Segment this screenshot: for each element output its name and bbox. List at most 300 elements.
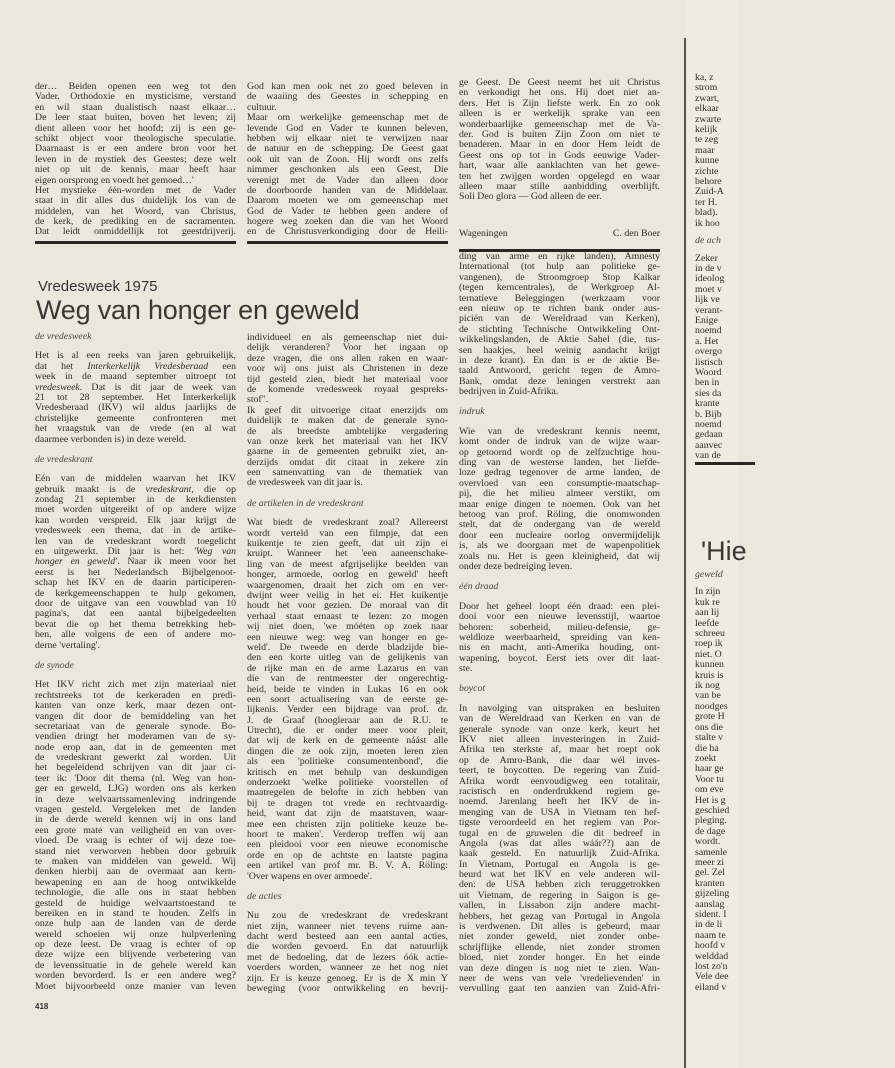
- text-line: kunnen: [695, 659, 724, 671]
- section-heading: [459, 407, 660, 417]
- text-line: vangenen), de Stroomgroep Stop Kalkar: [459, 271, 660, 283]
- text-line: Het is al een reeks van jaren gebruikelijk,: [35, 350, 236, 362]
- text-line: tijd gesteld zien, biedt het materiaal voor: [247, 373, 448, 385]
- text-line: tugal en de gruwelen die dit bedreef in: [459, 827, 660, 839]
- text-line: niet. O: [695, 648, 722, 660]
- text-line: de artikelen in de vredeskrant: [247, 497, 364, 509]
- text-line: Het IKV richt zich met zijn materiaal niet: [35, 679, 236, 691]
- text-line: kruipt. Wanneer het 'een aaneenschake-: [247, 548, 448, 560]
- text-line: de als breedste ambtelijke vergadering: [247, 425, 448, 437]
- text-line: In navolging van uitspraken en besluiten: [459, 702, 660, 714]
- text-line: nimmer geschonken als een Geest, Die: [247, 164, 448, 176]
- text-line: ter H.: [695, 196, 718, 208]
- text-line: zoekt: [695, 752, 717, 764]
- text-line: hogere weg zoeken dan die van het Woord: [247, 216, 448, 228]
- text-line: komt onder de indruk van de wijze waar-: [459, 436, 660, 448]
- text-line: Afrika ten sterkste af, maar het roept ook: [459, 744, 660, 756]
- text-line: nis en macht, anti-Amerika houding, ont-: [459, 642, 660, 654]
- emphasis-text: honger en geweld': [35, 556, 118, 568]
- text-line: om eve: [695, 784, 724, 796]
- right-section-heading: de ach: [695, 235, 721, 247]
- section-heading: [247, 892, 448, 902]
- text-line: vendien dringt het moderamen van de sy-: [35, 731, 236, 743]
- text-line: bewapening en aan de hoog ontwikkelde: [35, 876, 236, 888]
- text-line: alleen maar stille aanbidding overblijft.: [459, 180, 660, 192]
- page-number: 418: [35, 1002, 49, 1011]
- section-heading: [459, 582, 660, 592]
- text-line: J. de Graaf (hoogleraar aan de R.U. te: [247, 714, 448, 726]
- text-line: de kerkgemeenschappen te hulp gekomen,: [35, 587, 236, 599]
- text-line: Vredesberaad (IKV) wil aldus jaarlijks de: [35, 402, 236, 414]
- paragraph: [459, 704, 660, 995]
- text-line: haar ge: [695, 763, 724, 775]
- text-line: schreeu: [695, 628, 725, 640]
- text-line: moet worden uitgereikt of op andere wijze: [35, 504, 236, 516]
- paragraph: [35, 82, 236, 186]
- text-line: dwijnt weer veilig in het ei. Het kuikentje: [247, 589, 448, 601]
- text-line: christelijke gemeente confronteren met: [35, 412, 236, 424]
- text-line: van de Wereldraad van Kerken en van de: [459, 713, 660, 725]
- text-line: geschied: [695, 804, 730, 816]
- text-line: kunne: [695, 155, 719, 167]
- text-line: Utrecht), die er onder meer voor pleit,: [247, 725, 448, 737]
- text-line: tigste veroordeeld en het regiem van Por-: [459, 817, 660, 829]
- text-line: zondag 21 september in de kerkdiensten: [35, 494, 236, 506]
- text-line: daarmee verbonden is) in deze wereld.: [35, 433, 187, 445]
- text-line: ben, alle volgens de een of andere mo-: [35, 629, 236, 641]
- text-run: en uitgewerkt. Dit jaar is het:: [35, 546, 194, 558]
- text-line: Woord: [695, 366, 722, 378]
- text-line: verant-: [695, 304, 723, 316]
- text-line: is, als we doorgaan met de wapenpolitiek: [459, 540, 660, 552]
- text-line: één draad: [459, 581, 499, 593]
- text-line: kranten: [695, 877, 725, 889]
- text-line: Moet bijvoorbeeld onze manier van leven: [35, 980, 236, 992]
- text-line: gel. Zel: [695, 867, 725, 879]
- text-line: van deze dingen is nog niet te zien. Wan-: [459, 962, 660, 974]
- text-line: lost zo'n: [695, 961, 728, 973]
- text-line: week in de maand september uitroept tot: [35, 371, 236, 383]
- text-line: verhaal staat ernaast te lezen: zo mogen: [247, 610, 448, 622]
- text-line: kaak gesteld. En natuurlijk Zuid-Afrika.: [459, 848, 660, 860]
- text-line: derne 'vertaling'.: [35, 639, 101, 651]
- text-line: Vader. Orthodoxie en mysticisme, verstand: [35, 91, 236, 103]
- text-line: op deze leest. De vraag is echter of op: [35, 939, 236, 951]
- text-line: node erop aan, dat in de gemeenten met: [35, 741, 236, 753]
- text-line: middelen, van het Woord, van Christus,: [35, 205, 236, 217]
- text-line: de vredesweek van dit jaar is.: [247, 477, 363, 489]
- text-line: gedaan: [695, 429, 723, 441]
- text-line: Vele dee: [695, 971, 729, 983]
- text-line: niet zonder geweld, niet zonder onbe-: [459, 931, 660, 943]
- text-line: hebbers, het gezag van Portugal in Angola: [459, 910, 660, 922]
- text-line: In Vietnam, Portugal en Angola is ge-: [459, 858, 660, 870]
- text-line: ling van de meest afgrijselijke beelden van: [247, 558, 448, 570]
- text-line: de vredesweek: [35, 331, 92, 342]
- text-line: sident. I: [695, 909, 727, 920]
- text-line: sen haakjes, heel weinig aandacht krijgt: [459, 344, 660, 356]
- text-run: . Dat is dit jaar de week van: [79, 381, 236, 393]
- text-line: worden bevorderd. Is er een andere weg?: [35, 970, 236, 982]
- text-line: aanslag: [695, 898, 725, 910]
- text-line: vallen, in Lissabon zijn andere macht-: [459, 900, 660, 912]
- text-line: hart, waar alle aanklachten van het gewe-: [459, 160, 660, 172]
- right-mid-lines: [695, 254, 895, 462]
- text-line: vloed. De vraag is echter of wij deze toe-: [35, 835, 236, 847]
- text-line: noemd: [695, 419, 722, 430]
- text-line: het begeleidend schrijven van dit jaar ci-: [35, 762, 236, 774]
- text-line: grote H: [695, 711, 725, 723]
- text-line: zwarte: [695, 113, 722, 125]
- text-line: (tegen kerncentrales), de Werkgroep Al-: [459, 282, 660, 294]
- text-line: dat wij de kerk en de gemeente náást alle: [247, 735, 448, 747]
- text-line: maatregelen de belofte in zich hebben van: [247, 787, 448, 799]
- text-line: secretariaat van de generale synode. Bo-: [35, 720, 236, 732]
- text-line: Geest ons op tot in Gods eeuwige Vader-: [459, 149, 660, 161]
- text-line: noemd. Jarenlang heeft het IKV de in-: [459, 796, 660, 808]
- text-line: listisch: [695, 356, 723, 368]
- text-line: door een nucleaire oorlog onvermijdelijk: [459, 529, 660, 541]
- text-line: heid, want dat zijn de maatstaven, waar-: [247, 808, 448, 820]
- text-line: IKV niet alleen investeringen in Zuid-: [459, 734, 660, 746]
- text-line: bedrijven in Zuid-Afrika.: [459, 386, 559, 398]
- text-line: Angola (was dat alles wáár??) aan de: [459, 837, 660, 849]
- text-line: Zeker: [695, 252, 718, 264]
- text-line: pleging.: [695, 815, 727, 827]
- text-line: Daarnaast is er een andere bron voor het: [35, 143, 236, 155]
- text-line: schap het IKV en de daarin participeren-: [35, 577, 236, 589]
- text-line: dacht werd besteed aan een aantal acties,: [247, 931, 448, 943]
- text-line: bevat die op het thema betrekking heb-: [35, 618, 236, 630]
- section-heading: [35, 455, 236, 465]
- article-column-2: [247, 333, 448, 994]
- text-line: eiland v: [695, 981, 727, 993]
- text-line: blad).: [695, 207, 718, 219]
- text-line: aan lij: [695, 607, 720, 619]
- text-line: taald Antwoord, gericht tegen de Amro-: [459, 365, 660, 377]
- text-line: beweging (voor ontwikkeling en bevrij-: [247, 983, 448, 995]
- text-line: wordt.: [695, 836, 721, 848]
- paragraph: [247, 82, 448, 113]
- text-run: dat het: [35, 360, 88, 372]
- top-column-3-text: [459, 78, 660, 203]
- text-run: gebruik maakt is de: [35, 483, 146, 495]
- text-line: en wil staan dualistisch naast elkaar…: [35, 101, 236, 113]
- text-line: International (tot hulp aan politieke ge-: [459, 261, 660, 273]
- text-line: te maken van middelen van geweld. Wij: [35, 855, 236, 867]
- text-line: die worden gevoerd. En dat natuurlijk: [247, 941, 448, 953]
- text-line: die ha: [695, 742, 719, 754]
- text-line: de doorboorde handen van de Middelaar.: [247, 184, 448, 196]
- text-line: ik hoo: [695, 217, 720, 229]
- text-line: loze gedrag tegenover de arme landen, de: [459, 467, 660, 479]
- text-line: de natuur en de schepping. De Geest gaat: [247, 143, 448, 155]
- text-line: vangen dit door de bemiddeling van het: [35, 710, 236, 722]
- text-line: ger en geweld, LJG) worden ons als kerken: [35, 783, 236, 795]
- section-divider: [247, 241, 448, 244]
- text-line: noemd: [695, 325, 722, 337]
- right-top-lines: [695, 73, 895, 229]
- text-line: die van de rentmeester der ongerechtig-: [247, 673, 448, 685]
- text-line: kritisch en met behulp van deskundigen: [247, 766, 448, 778]
- text-line: piciën van de Wereldraad van Kerken),: [459, 313, 660, 325]
- text-line: duidelijk te maken dat de generale syno-: [247, 415, 448, 427]
- text-line: neer de wens van vele 'vredelievenden' in: [459, 973, 660, 984]
- text-line: ternatieve Beleggingen (werkzaam voor: [459, 292, 660, 304]
- text-line: Eén van de middelen waarvan het IKV: [35, 473, 236, 485]
- text-line: delijk veranderen? Voor het ingaan op: [247, 342, 448, 354]
- text-line: kan worden verspreid. Elk jaar krijgt de: [35, 514, 236, 526]
- text-line: wordt verteld van een filmpje, dat een: [247, 527, 448, 539]
- section-divider: [35, 241, 236, 244]
- text-line: indruk: [459, 406, 485, 418]
- text-line: niet op uit de kennis, maar heeft haar: [35, 164, 236, 176]
- text-line: teer ik: 'Door dit thema (nl. Weg van hon-: [35, 772, 236, 784]
- text-line: ka, z: [695, 72, 714, 83]
- paragraph: [459, 602, 660, 675]
- text-line: Zuid-A: [695, 186, 724, 198]
- text-line: vragen gesteld. Vergeleken met de landen: [35, 804, 236, 816]
- text-line: door de uitgave van een vouwblad van 10: [35, 597, 236, 609]
- text-line: naam te: [695, 929, 726, 941]
- text-line: menging van de USA in Vietnam ten hef-: [459, 806, 660, 818]
- text-line: een soort actualisering van de eerste ge-: [247, 693, 448, 705]
- signature-author: C. den Boer: [612, 227, 660, 239]
- paragraph: [459, 78, 660, 203]
- text-line: welddad: [695, 950, 729, 962]
- right-bottom-lines: [695, 587, 895, 993]
- section-divider: [695, 462, 755, 465]
- text-line: wereld schoeien wij onze hulpverlening: [35, 928, 236, 940]
- text-line: het vraagstuk van de vrede (en al wat: [35, 423, 236, 435]
- text-line: derzijds omdat dit citaat in zekere zin: [247, 456, 448, 468]
- text-line: God de Vader te hebben geen andere of: [247, 205, 448, 217]
- text-line: de rijke man en de arme Lazarus en van: [247, 662, 448, 674]
- paragraph: [247, 518, 448, 882]
- text-line: onze hulp aan de landen van de derde: [35, 918, 236, 930]
- text-line: kanten van onze kerk, maar dezen ont-: [35, 700, 236, 712]
- text-line: zichte: [695, 165, 719, 177]
- text-line: een nieuwe weg: weg van honger en ge-: [247, 631, 448, 643]
- text-line: den een korte uitleg van de gelijkenis van: [247, 652, 448, 664]
- text-line: staat in dit alles dus duidelijk los van de: [35, 195, 236, 207]
- article-title: Weg van honger en geweld: [36, 295, 360, 325]
- text-line: in de derde wereld kennen wij in ons land: [35, 814, 236, 826]
- text-line: de komende vredesweek royaal gespreks-: [247, 383, 448, 395]
- text-line: en de Christusverkondiging door de Heili-: [247, 226, 448, 238]
- text-line: bij te dragen tot vrede en rechtvaardig-: [247, 797, 448, 809]
- text-line: pij, die het milieu almeer verstikt, om: [459, 488, 660, 500]
- text-line: technologie, die alle ons in staat hebben: [35, 887, 236, 899]
- right-page-bottom-text: [695, 570, 895, 993]
- text-line: de stichting Technische Ontwikkeling Ont-: [459, 323, 660, 335]
- text-line: b. Bijb: [695, 408, 722, 420]
- text-run: een: [208, 360, 236, 372]
- top-column-2: [247, 82, 448, 238]
- text-line: levende God en Vader te kunnen beleven,: [247, 122, 448, 134]
- text-line: van onze kerk het materiaal van het IKV: [247, 435, 448, 447]
- text-line: kuikentje te zien geeft, dat uit zijn ei: [247, 538, 448, 550]
- text-line: stof".: [247, 394, 269, 406]
- text-line: krante: [695, 398, 720, 410]
- text-line: maar: [695, 144, 715, 156]
- right-page-top-text: [695, 73, 895, 462]
- text-line: op getoornd wordt op de zelfzuchtige hou-: [459, 446, 660, 458]
- emphasis-text: 'Weg van: [193, 546, 236, 558]
- text-line: dingen die ze ook zijn, moeten leren zien: [247, 745, 448, 757]
- text-line: stand niet verworven hebben door gebruik: [35, 845, 236, 857]
- text-line: weld'. De tweede en derde bladzijde bie-: [247, 641, 448, 653]
- text-line: Het mystieke één-worden met de Vader: [35, 184, 236, 196]
- text-line: pagina's, dat een aantal bijbelgedeelten: [35, 608, 236, 620]
- text-line: der. God is buiten Zijn Zoon om niet te: [459, 128, 660, 140]
- text-line: voerders worden, wanneer ze het nog niet: [247, 962, 448, 974]
- text-line: zoals nu. Het is geen kleinigheid, dat wij: [459, 550, 660, 562]
- text-line: overgo: [695, 346, 723, 358]
- text-line: hoofd v: [695, 940, 726, 952]
- text-line: te zeg: [695, 134, 719, 146]
- text-line: elkaar: [695, 103, 719, 115]
- signature-place: Wageningen: [459, 227, 508, 239]
- text-run: , die op: [191, 483, 236, 495]
- text-line: wij niet doen, 'we móéten op zoek naar: [247, 621, 448, 633]
- text-line: de kerk, de prediking en de sacramenten.: [35, 216, 236, 228]
- article-column-3: [459, 252, 660, 995]
- text-line: a. Het: [695, 335, 719, 347]
- paragraph: [35, 186, 236, 238]
- text-line: in deze welvaartssamenleving indringende: [35, 793, 236, 805]
- text-line: orde en op de achtste en laatste pagina: [247, 849, 448, 861]
- text-line: behoren: soberheid, milieu-defensie, ge-: [459, 621, 660, 633]
- text-line: de levenssituatie in de gehele wereld kan: [35, 959, 236, 971]
- text-line: ik nog: [695, 680, 720, 692]
- text-line: in deze krant). En dan is er de aktie Be-: [459, 354, 660, 366]
- paragraph: [247, 911, 448, 994]
- text-line: maar enige dingen te noemen. Ook van het: [459, 498, 660, 510]
- right-article-title-fragment: 'Hie: [701, 536, 747, 566]
- text-line: een pleidooi voor een nieuwe economische: [247, 839, 448, 851]
- text-line: benaderen. Maar in en door Hem leidt de: [459, 139, 660, 151]
- text-line: der… Beiden openen een weg tot den: [35, 81, 236, 92]
- text-line: gesteld de huidige welvaartstoestand te: [35, 897, 236, 909]
- signature-line: [459, 229, 660, 239]
- text-line: deze vragen, die ons allen raken en waar-: [247, 352, 448, 364]
- text-line: Wat biedt de vredeskrant zoal? Allereerst: [247, 517, 448, 529]
- text-line: ding van de westerse landen, het liefde-: [459, 457, 660, 469]
- text-line: len van de vredeskrant wordt toegelicht: [35, 535, 236, 547]
- text-line: ders. Het is Zijn liefste werk. En zo ook: [459, 97, 660, 109]
- paragraph: [247, 113, 448, 238]
- right-sub-heading: geweld: [695, 569, 723, 580]
- text-line: de vredeskrant gewerkt zal worden. Uit: [35, 752, 236, 764]
- text-line: boycot: [459, 683, 486, 695]
- text-line: Dat leidt onmiddellijk tot geestdrijverij.: [35, 226, 236, 238]
- text-line: met de bedoeling, dat de lezers óók actie-: [247, 951, 448, 963]
- text-line: Maar om werkelijke gemeenschap met de: [247, 112, 448, 124]
- text-line: meer zi: [695, 856, 725, 868]
- text-line: is verdwenen. Dit alles is gebeurd, maar: [459, 921, 660, 933]
- text-line: voor wij ons juist als Christenen in deze: [247, 363, 448, 375]
- text-line: bloed, niet zonder honger. En het einde: [459, 952, 660, 964]
- text-line: kuk re: [695, 596, 720, 608]
- text-line: leven in de mystiek des Geestes; deze welt: [35, 153, 236, 165]
- text-line: honger, armoede, oorlog en geweld' heeft: [247, 569, 448, 581]
- text-line: denken hierbij aan de overmaat aan kern-: [35, 866, 236, 878]
- text-line: generale synode van onze kerk, keurt het: [459, 723, 660, 735]
- text-line: den: de USA hebben zich teruggetrokken: [459, 879, 660, 891]
- text-line: cultuur.: [247, 101, 277, 113]
- text-line: Ik geef dit uitvoerige citaat enerzijds om: [247, 404, 448, 416]
- emphasis-text: vredeskrant: [145, 483, 192, 495]
- text-line: noodges: [695, 700, 728, 712]
- text-line: stelt, dat de ondergang van de wereld: [459, 519, 660, 531]
- text-line: beurd wat het IKV en vele anderen wil-: [459, 869, 660, 881]
- text-line: in de v: [695, 262, 722, 274]
- text-line: van de: [695, 450, 721, 462]
- text-line: alleen is er werkelijk sprake van een: [459, 108, 660, 120]
- text-line: van be: [695, 690, 721, 702]
- article-column-1: [35, 332, 236, 992]
- text-line: deze wijze een blijvende verbetering van: [35, 949, 236, 961]
- text-line: betoog van prof. Röling, die onomwonden: [459, 508, 660, 520]
- text-line: onderzoekt 'welke politieke voorstellen of: [247, 777, 448, 789]
- paragraph: [247, 406, 448, 489]
- text-run: . Naar ik meen voor het: [117, 556, 236, 568]
- section-heading: [247, 499, 448, 509]
- text-line: Bank, omdat deze leningen verstrekt aan: [459, 375, 660, 387]
- text-line: wonderbaarlijke gemeenschap met de Va-: [459, 118, 660, 130]
- paragraph: [35, 351, 236, 445]
- text-line: de waaiing des Geestes in schepping en: [247, 91, 448, 103]
- text-line: uit Vietnam, de regering in Saigon is ge-: [459, 889, 660, 901]
- text-line: vervulling gaat ten aanzien van Zuid-Afri-: [459, 983, 660, 995]
- paragraph: [459, 427, 660, 572]
- text-line: ook uit van de Zoon. Hij wordt ons zelfs: [247, 153, 448, 165]
- text-line: In zijn: [695, 586, 721, 598]
- text-line: de dage: [695, 825, 726, 837]
- text-line: mee een christen zijn politieke keuze be-: [247, 818, 448, 830]
- paragraph: [35, 680, 236, 992]
- text-line: behore: [695, 176, 722, 188]
- text-line: op de Amro-Bank, die daar wél inves-: [459, 754, 660, 766]
- page-fold: [684, 38, 686, 1068]
- text-line: 'Over wapens en over armoede'.: [247, 870, 373, 882]
- text-line: verenigt met de Vader dan alleen door: [247, 174, 448, 186]
- text-line: Wie van de vredeskrant kennis neemt,: [459, 425, 660, 437]
- text-line: ge Geest. De Geest neemt het uit Christus: [459, 77, 660, 88]
- text-line: ideolog: [695, 273, 725, 285]
- text-line: zijn. Er is keuze genoeg. Er is de X min Y: [247, 972, 448, 984]
- text-line: Het is g: [695, 794, 726, 806]
- text-line: racistisch en onderdrukkend regiem ge-: [459, 785, 660, 797]
- text-line: leefde: [695, 617, 719, 629]
- text-line: eigen oorsprong en voedt het gemoed…': [35, 174, 194, 186]
- text-line: als een 'politieke consumentenbond', die: [247, 756, 448, 768]
- section-heading: [459, 684, 660, 694]
- text-line: eerst is het Nederlandsch Bijbelgenoot-: [35, 566, 236, 578]
- text-line: en verkondigt het ons. Hij doet niet an-: [459, 87, 660, 99]
- text-line: 21 tot 28 september. Het Interkerkelijk: [35, 391, 236, 403]
- text-line: De leer staat buiten, boven het leven; zij: [35, 112, 236, 124]
- text-line: moet v: [695, 283, 722, 295]
- section-heading: [35, 332, 236, 342]
- text-line: weldloze weerbaarheid, spreiding van ken-: [459, 631, 660, 643]
- top-column-1: [35, 82, 236, 238]
- text-line: een artikel van prof mr. B. V. A. Röling:: [247, 860, 448, 872]
- text-line: niet zijn, wanneer niet tevens ruime aan-: [247, 920, 448, 932]
- text-line: zwart,: [695, 92, 720, 104]
- right-page-fragment: [687, 0, 747, 1068]
